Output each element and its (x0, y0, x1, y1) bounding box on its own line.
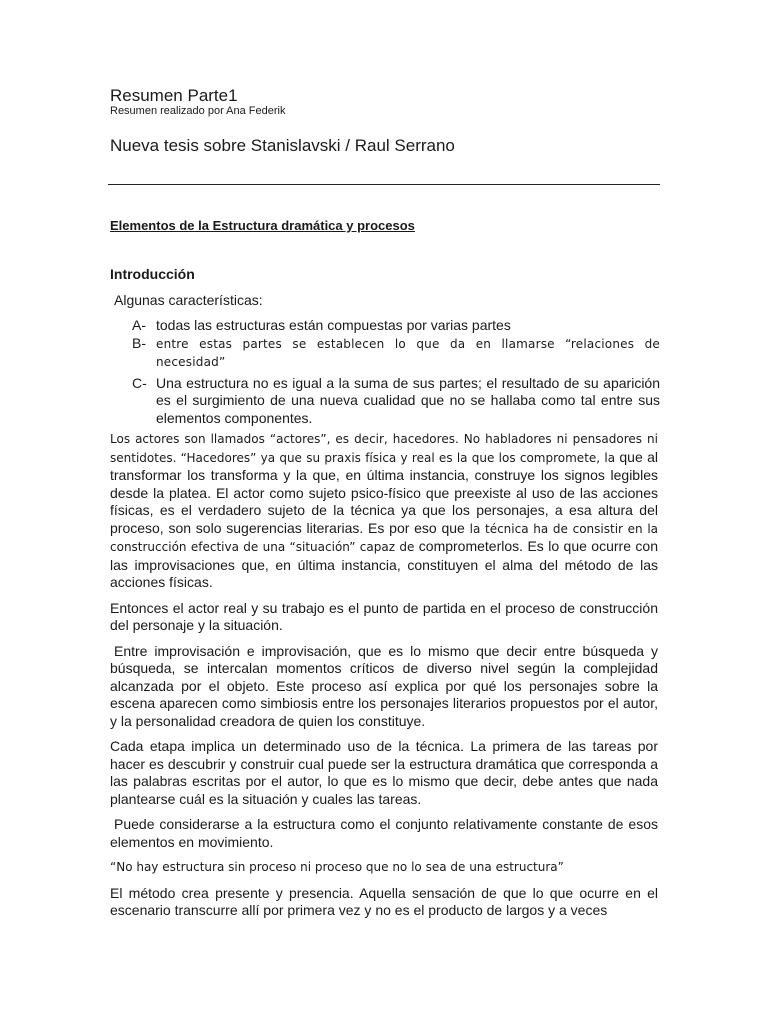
list-item-text: entre estas partes se establecen lo que da en llamarse “relaciones de necesidad” (156, 336, 660, 369)
quote: “No hay estructura sin proceso ni proceso que no lo sea de una estructura” (110, 860, 564, 874)
body-text (110, 430, 658, 928)
characteristics-list (132, 317, 660, 427)
paragraph: Entre improvisación e improvisación, que es lo mismo que decir entre búsqueda y búsqueda, se intercalan momentos críticos de diverso nivel según la complejidad alcanzada por el objeto. Este proceso así explica por qué los personajes sobre la escena aparecen como simbiosis entre los personajes literarios propuestos por el autor, y la personalidad creadora de quien los constituye. (110, 642, 658, 729)
list-marker: A- (132, 317, 146, 333)
paragraph-segment: que al transformar los transforma y la que, en última instancia, construye los signos legibles desde la platea. El actor como sujeto psico-físico que preexiste al uso de las acciones físicas, es el verdadero sujeto de la técnica ya que los personajes, a esa altura del proceso, son solo sugerencias literarias. Es por eso que (110, 448, 658, 536)
paragraph-segment: comprometerlos. Es lo que ocurre con las improvisaciones que, en última instancia, constituyen el alma del método de las acciones físicas. (110, 538, 658, 590)
paragraph-segment: la técnica ha de consistir en la construcción efectiva de una “situación” capaz de (110, 521, 659, 554)
list-item (132, 317, 660, 335)
paragraph: Puede considerarse a la estructura como el conjunto relativamente constante de esos elementos en movimiento. (110, 816, 658, 850)
section-title: Elementos de la Estructura dramática y procesos (110, 218, 415, 233)
list-marker: C- (132, 374, 147, 391)
thesis-title: Nueva tesis sobre Stanislavski / Raul Serrano (110, 136, 455, 155)
list-item (132, 375, 660, 428)
list-item (132, 335, 660, 372)
list-item-text: Una estructura no es igual a la suma de sus partes; el resultado de su aparición es el surgimiento de una nueva cualidad que no se hallaba como tal entre sus elementos componentes. (156, 374, 660, 426)
intro-lead: Algunas características: (114, 292, 263, 308)
horizontal-rule (108, 184, 660, 185)
paragraph: El método crea presente y presencia. Aquella sensación de que lo que ocurre en el escenario transcurre allí por primera vez y no es el producto de largos y a veces (110, 884, 658, 918)
paragraph: Entonces el actor real y su trabajo es el punto de partida en el proceso de construcción del personaje y la situación. (110, 599, 658, 633)
paragraph-segment: Los actores son llamados “actores”, es decir, hacedores. No habladores ni pensadores ni sentidotes. “Hacedores” ya que su praxis física y real es la que los compromete, la (110, 432, 658, 465)
paragraph (110, 430, 658, 592)
list-marker: B- (132, 334, 146, 351)
document-subtitle: Resumen realizado por Ana Federik (110, 105, 286, 117)
list-item-text: todas las estructuras están compuestas por varias partes (156, 317, 511, 333)
document-title: Resumen Parte1 (110, 86, 238, 105)
paragraph: Cada etapa implica un determinado uso de la técnica. La primera de las tareas por hacer es descubrir y construir cual puede ser la estructura dramática que corresponda a las palabras escritas por el autor, lo que es lo mismo que decir, debe antes que nada plantearse cuál es la situación y cuales las tareas. (110, 738, 658, 807)
intro-heading: Introducción (110, 266, 195, 282)
